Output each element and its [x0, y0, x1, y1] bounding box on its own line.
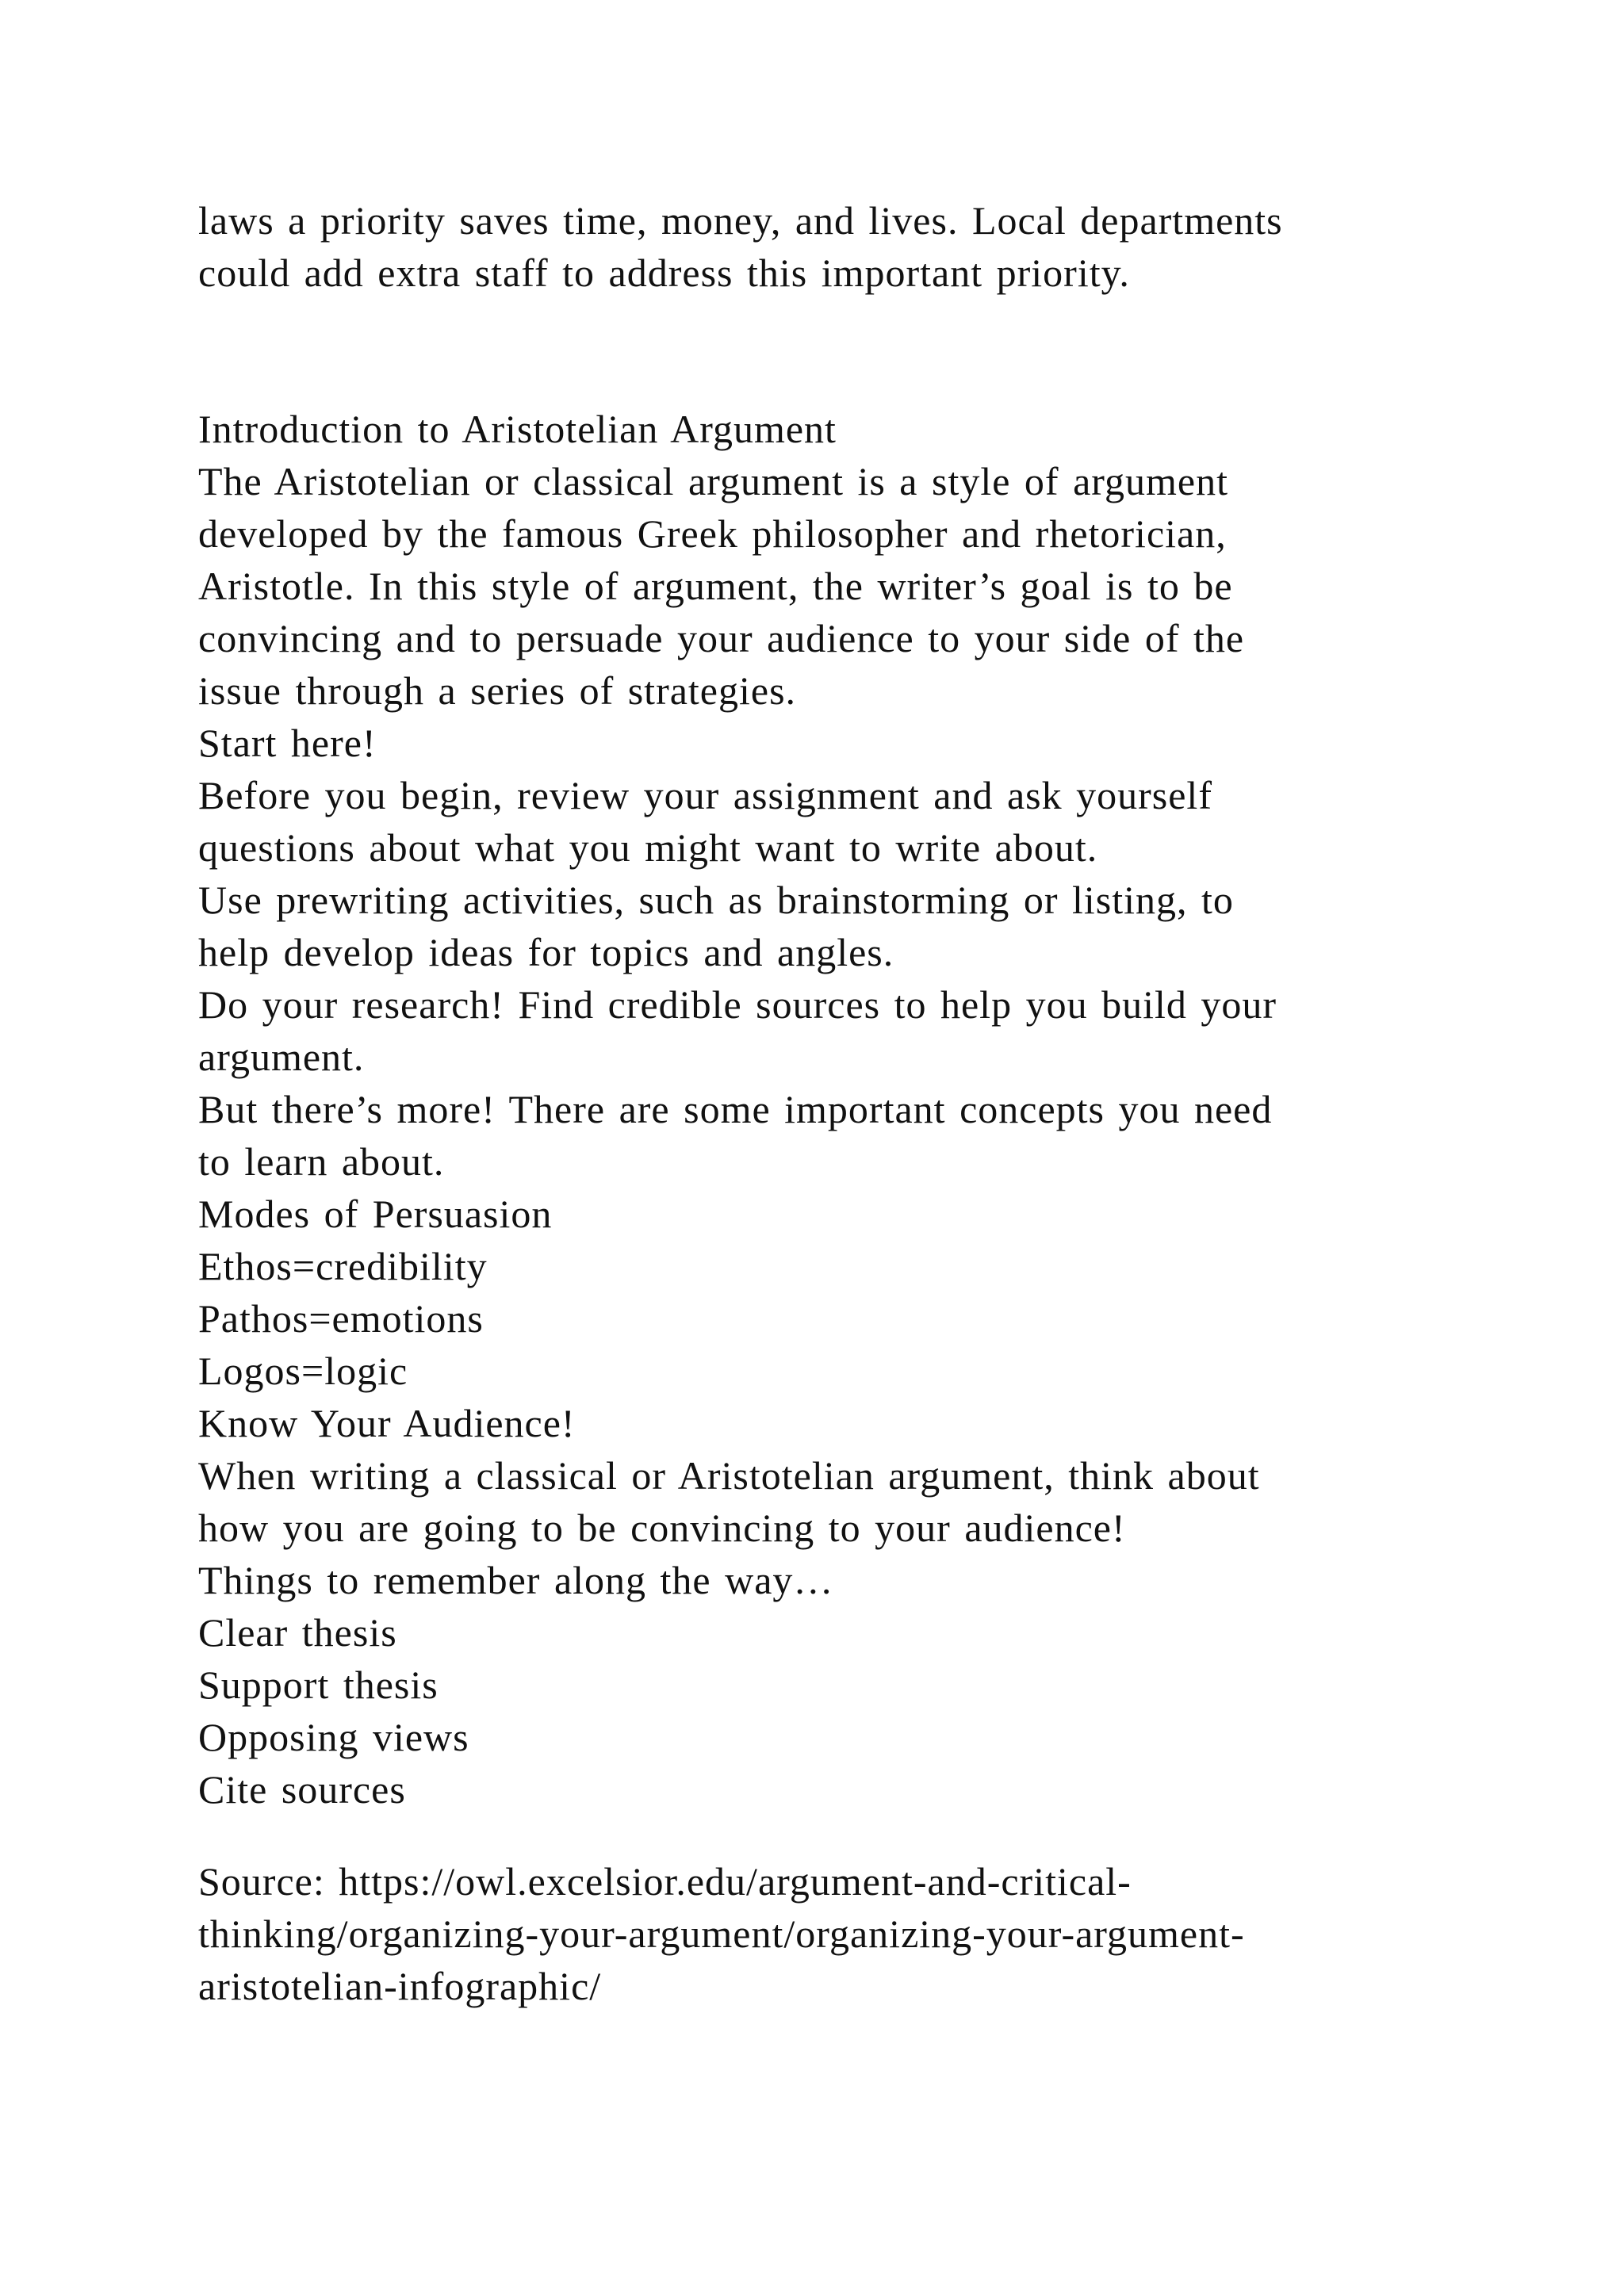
remember-item: Support thesis — [198, 1663, 439, 1707]
audience-heading: Know Your Audience! — [198, 1401, 576, 1445]
source-line: Source: https://owl.excelsior.edu/argument-and-critical- — [198, 1859, 1132, 1904]
text-line: convincing and to persuade your audience to your side of the — [198, 616, 1245, 660]
text-line: help develop ideas for topics and angles. — [198, 930, 894, 974]
text-line: could add extra staff to address this important priority. — [198, 251, 1130, 295]
start-here-heading: Start here! — [198, 721, 377, 765]
source-line: aristotelian-infographic/ — [198, 1964, 602, 2008]
text-line: how you are going to be convincing to your audience! — [198, 1506, 1126, 1550]
mode-item: Pathos=emotions — [198, 1296, 484, 1341]
text-line: questions about what you might want to write about. — [198, 825, 1098, 870]
source-citation — [198, 1855, 1435, 2012]
text-line: argument. — [198, 1035, 365, 1079]
text-line: laws a priority saves time, money, and lives. Local departments — [198, 198, 1283, 243]
text-line: developed by the famous Greek philosopher and rhetorician, — [198, 511, 1227, 556]
text-line: Before you begin, review your assignment and ask yourself — [198, 773, 1212, 817]
text-line: Use prewriting activities, such as brainstorming or listing, to — [198, 878, 1234, 922]
text-line: to learn about. — [198, 1139, 445, 1184]
remember-item: Opposing views — [198, 1715, 469, 1759]
text-line: issue through a series of strategies. — [198, 668, 797, 713]
text-line: Do your research! Find credible sources to help you build your — [198, 982, 1277, 1027]
text-line: When writing a classical or Aristotelian argument, think about — [198, 1453, 1260, 1498]
remember-item: Cite sources — [198, 1767, 406, 1812]
remember-item: Clear thesis — [198, 1610, 397, 1655]
remember-heading: Things to remember along the way… — [198, 1558, 834, 1602]
introduction-section — [198, 403, 1435, 1816]
section-heading: Introduction to Aristotelian Argument — [198, 407, 837, 451]
modes-heading: Modes of Persuasion — [198, 1192, 553, 1236]
continued-paragraph — [198, 194, 1435, 299]
source-line: thinking/organizing-your-argument/organizing-your-argument- — [198, 1911, 1245, 1956]
mode-item: Logos=logic — [198, 1349, 408, 1393]
text-line: The Aristotelian or classical argument is a style of argument — [198, 459, 1229, 503]
mode-item: Ethos=credibility — [198, 1244, 488, 1288]
text-line: Aristotle. In this style of argument, the writer’s goal is to be — [198, 564, 1233, 608]
text-line: But there’s more! There are some important concepts you need — [198, 1087, 1273, 1131]
